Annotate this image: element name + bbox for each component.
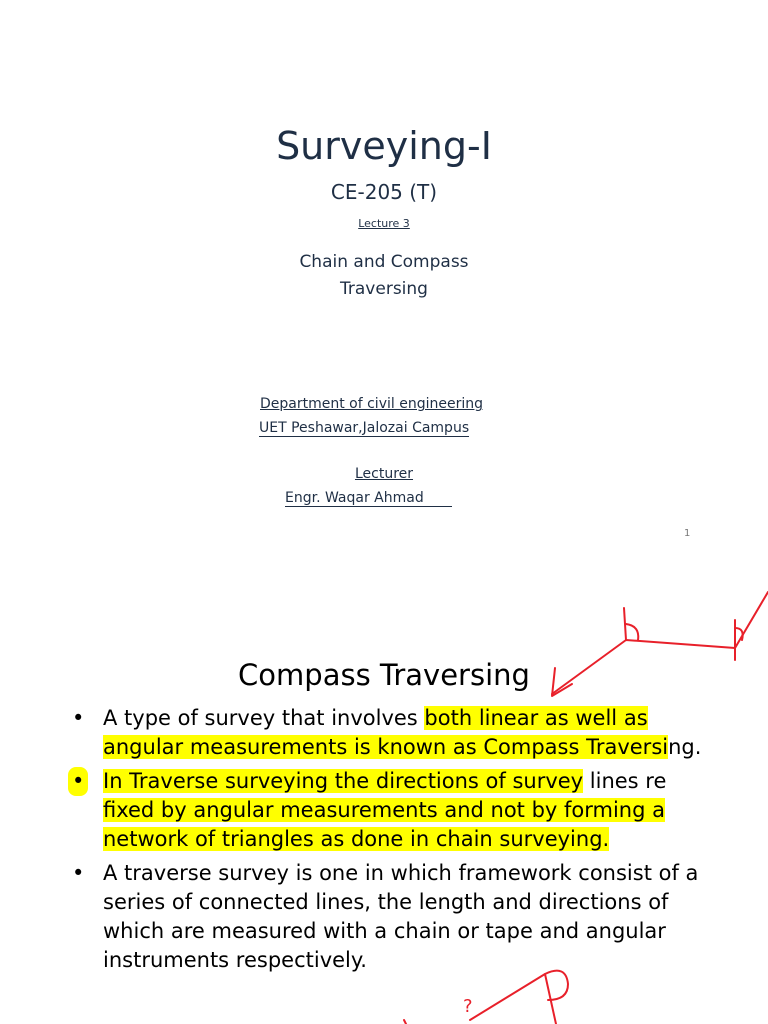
bullet-text: ng. (668, 735, 702, 759)
subtitle-line-1: Chain and Compass (299, 252, 469, 272)
bullet-marker: • (72, 706, 85, 730)
traverse-station-mark (404, 1020, 406, 1024)
bullet-marker: • (72, 861, 85, 885)
bullet-list (72, 704, 712, 980)
bullet-item (72, 859, 712, 975)
department: Department of civil engineering (260, 396, 483, 412)
highlighted-text: fixed by angular measurements and not by forming a network of triangles as done in chain surveying. (103, 798, 665, 851)
campus: UET Peshawar,Jalozai Campus (259, 420, 470, 436)
lecturer-label: Lecturer (354, 466, 414, 482)
highlighted-text: both linear as well as angular measurements is known as Compass Traversi (103, 706, 669, 759)
traverse-station-mark (624, 608, 626, 640)
subtitle-line-2: Traversing (340, 279, 428, 299)
bullet-marker: • (68, 767, 88, 796)
bullet-item (72, 767, 712, 854)
lecture-number: Lecture 3 (358, 217, 410, 230)
slide-title: Surveying-I (276, 124, 492, 168)
bullet-item (72, 704, 712, 762)
traverse-line-sketch (470, 974, 556, 1024)
angle-arc-sketch (735, 628, 743, 640)
slide-2 (0, 576, 768, 1024)
lecturer-name: Engr. Waqar Ahmad (285, 490, 452, 507)
bullet-text: A traverse survey is one in which framework consist of a series of connected lines, the length and directions of which are measured with a chain or tape and angular instruments respectively. (103, 861, 699, 972)
question-mark: ? (463, 996, 473, 1017)
highlighted-text: In Traverse surveying the directions of survey (103, 769, 584, 793)
bullet-text: A type of survey that involves (103, 706, 425, 730)
course-code: CE-205 (T) (330, 180, 438, 204)
page-number: 1 (684, 528, 691, 539)
bullet-text: lines re (583, 769, 667, 793)
angle-arc-sketch (626, 624, 638, 640)
slide-title: Compass Traversing (238, 658, 530, 692)
